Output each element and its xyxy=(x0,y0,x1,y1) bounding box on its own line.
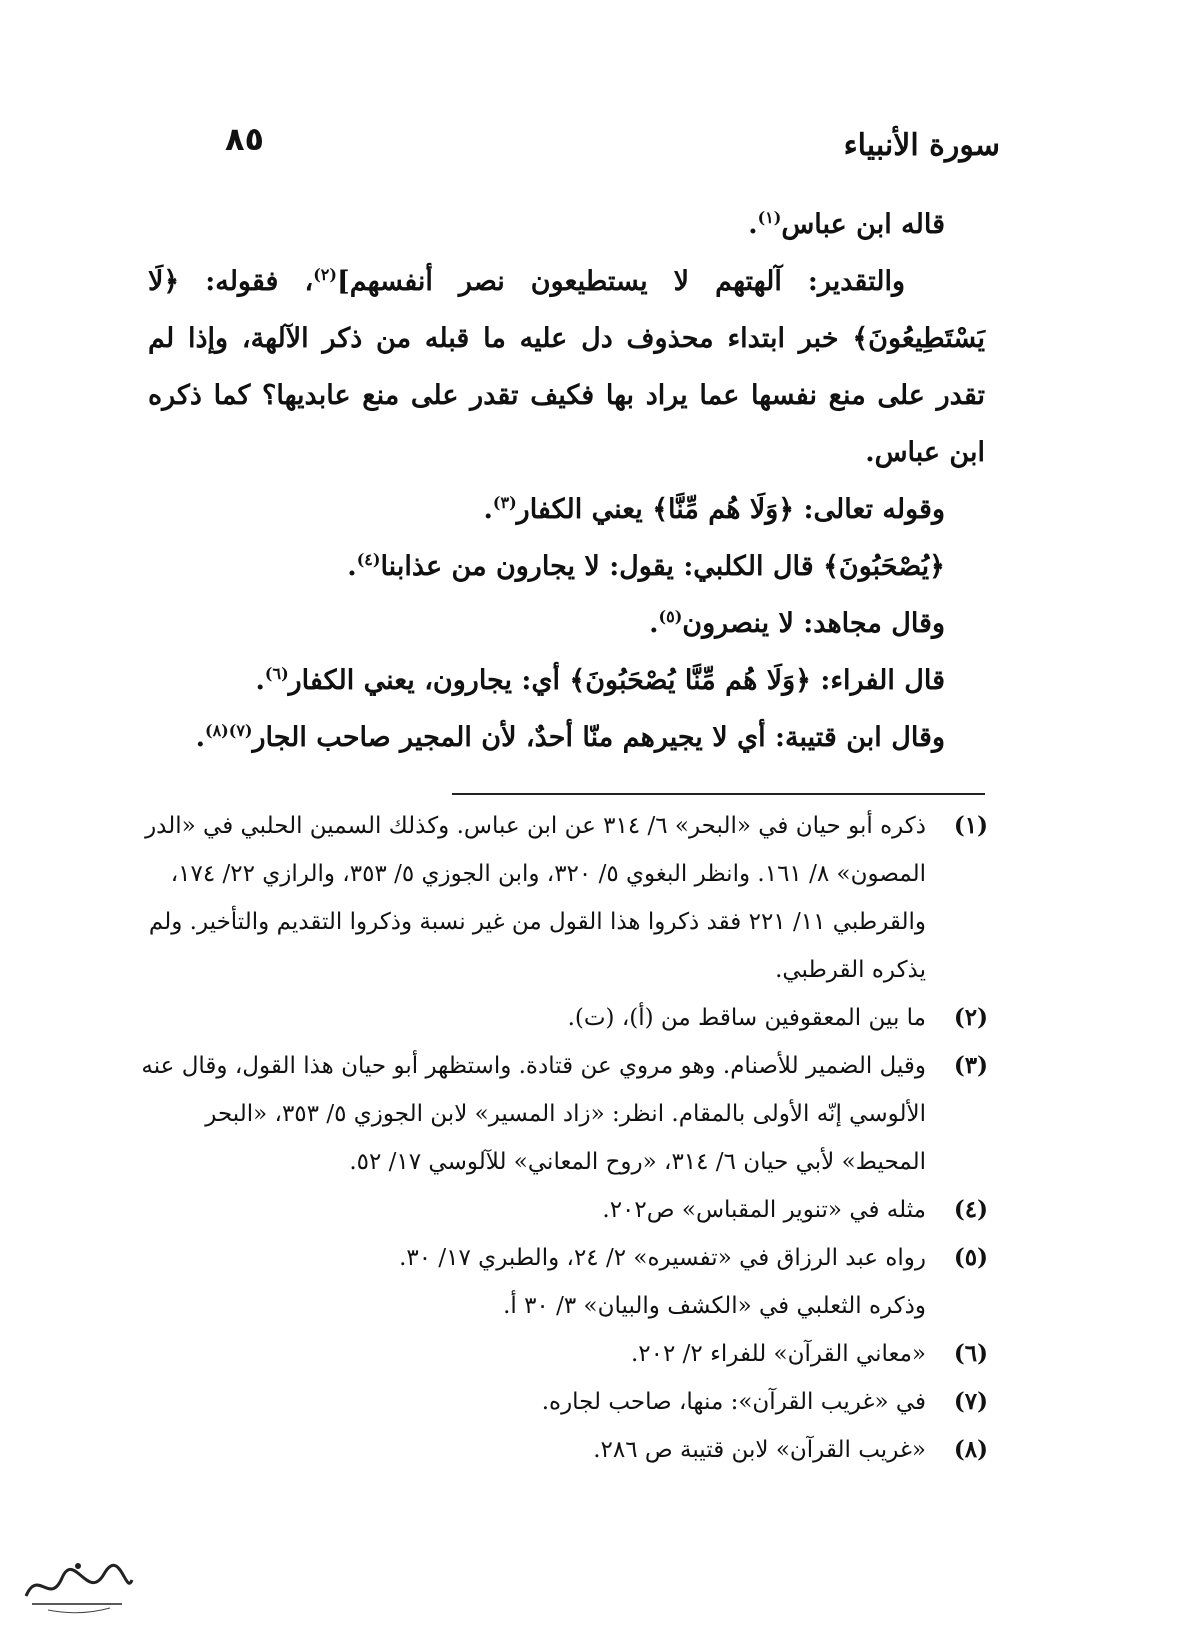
footnotes xyxy=(140,802,988,1474)
footnote-text: رواه عبد الرزاق في «تفسيره» ٢/ ٢٤، والطبري ١٧/ ٣٠. xyxy=(399,1245,926,1271)
footnote-number: (١) xyxy=(953,812,988,839)
text-line: وقوله تعالى: ﴿وَلَا هُم مِّنَّا﴾ يعني الكفار$^{(٣)}$. xyxy=(483,493,945,525)
footnote-ref: (١) xyxy=(757,208,782,227)
text-line: ﴿يُصْحَبُونَ﴾ قال الكلبي: يقول: لا يجارون من عذابنا$^{(٤)}$. xyxy=(347,550,945,582)
text-line: قاله ابن عباس$^{(١)}$. xyxy=(748,208,945,240)
footnote-number: (٤) xyxy=(953,1196,988,1223)
footnote-number: (٣) xyxy=(953,1052,988,1079)
footnote-number: (٢) xyxy=(953,1004,988,1031)
footnote-number: (٦) xyxy=(953,1340,988,1367)
footnote-number: (٨) xyxy=(953,1436,988,1463)
surah-title: سورة الأنبياء xyxy=(843,128,1000,163)
footnote-text: ما بين المعقوفين ساقط من (أ)، (ت). xyxy=(567,1005,926,1031)
text-line: وقال مجاهد: لا ينصرون$^{(٥)}$. xyxy=(649,607,945,639)
footnote-text: مثله في «تنوير المقباس» ص٢٠٢. xyxy=(602,1197,926,1223)
footnote-divider xyxy=(452,793,985,795)
footnote xyxy=(140,1426,988,1474)
footnote xyxy=(140,994,988,1042)
text-paragraph: والتقدير: آلهتهم لا يستطيعون نصر أنفسهم]$^{(٢)}$، فقوله: ﴿لَا يَسْتَطِيعُونَ﴾ خبر ابتداء محذوف دل عليه ما قبله من ذكر الآلهة، وإذا لم تقدر على منع نفسها عما يراد بها فكيف تقدر على منع عابديها؟ كما ذكره ابن عباس. xyxy=(148,265,985,468)
footnote-ref: (٥) xyxy=(658,607,683,626)
footnote xyxy=(140,802,988,994)
footnote-ref: (٢) xyxy=(313,265,337,284)
page-header xyxy=(200,120,1000,170)
footnote-ref: (٧)(٨) xyxy=(205,721,253,740)
footnote xyxy=(140,1330,988,1378)
footnote xyxy=(140,1186,988,1234)
main-text xyxy=(148,196,985,766)
footnote-text: ذكره أبو حيان في «البحر» ٦/ ٣١٤ عن ابن عباس. وكذلك السمين الحلبي في «الدر المصون» ٨/ ١٦١. وانظر البغوي ٥/ ٣٢٠، وابن الجوزي ٥/ ٣٥٣، والرازي ٢٢/ ١٧٤، والقرطبي ١١/ ٢٢١ فقد ذكروا هذا القول من غير نسبة وذكروا التقديم والتأخير. ولم يذكره القرطبي. xyxy=(145,813,926,983)
footnote-text: «معاني القرآن» للفراء ٢/ ٢٠٢. xyxy=(630,1341,926,1367)
footnote-ref: (٦) xyxy=(264,664,289,683)
footnote-ref: (٣) xyxy=(492,493,517,512)
footnote-number: (٥) xyxy=(953,1244,988,1271)
text-paragraph: وقال ابن قتيبة: أي لا يجيرهم منّا أحدٌ، لأن المجير صاحب الجار$^{(٧)(٨)}$. xyxy=(195,721,945,753)
footnote-number: (٧) xyxy=(953,1388,988,1415)
footnote xyxy=(140,1042,988,1186)
footnote-text: وقيل الضمير للأصنام. وهو مروي عن قتادة. واستظهر أبو حيان هذا القول، وقال عنه الألوسي إنّه الأولى بالمقام. انظر: «زاد المسير» لابن الجوزي ٥/ ٣٥٣، «البحر المحيط» لأبي حيان ٦/ ٣١٤، «روح المعاني» للآلوسي ١٧/ ٥٢. xyxy=(141,1053,926,1175)
footnote xyxy=(140,1378,988,1426)
page-number: ٨٥ xyxy=(225,120,265,158)
publisher-seal-logo xyxy=(18,1556,138,1616)
text-line: قال الفراء: ﴿وَلَا هُم مِّنَّا يُصْحَبُونَ﴾ أي: يجارون، يعني الكفار$^{(٦)}$. xyxy=(255,664,945,696)
footnote-text: «غريب القرآن» لابن قتيبة ص ٢٨٦. xyxy=(593,1437,926,1463)
footnote-ref: (٤) xyxy=(356,550,381,569)
footnote xyxy=(140,1234,988,1330)
footnote-text: وذكره الثعلبي في «الكشف والبيان» ٣/ ٣٠ أ. xyxy=(503,1293,926,1319)
footnote-text: في «غريب القرآن»: منها، صاحب لجاره. xyxy=(541,1389,926,1415)
